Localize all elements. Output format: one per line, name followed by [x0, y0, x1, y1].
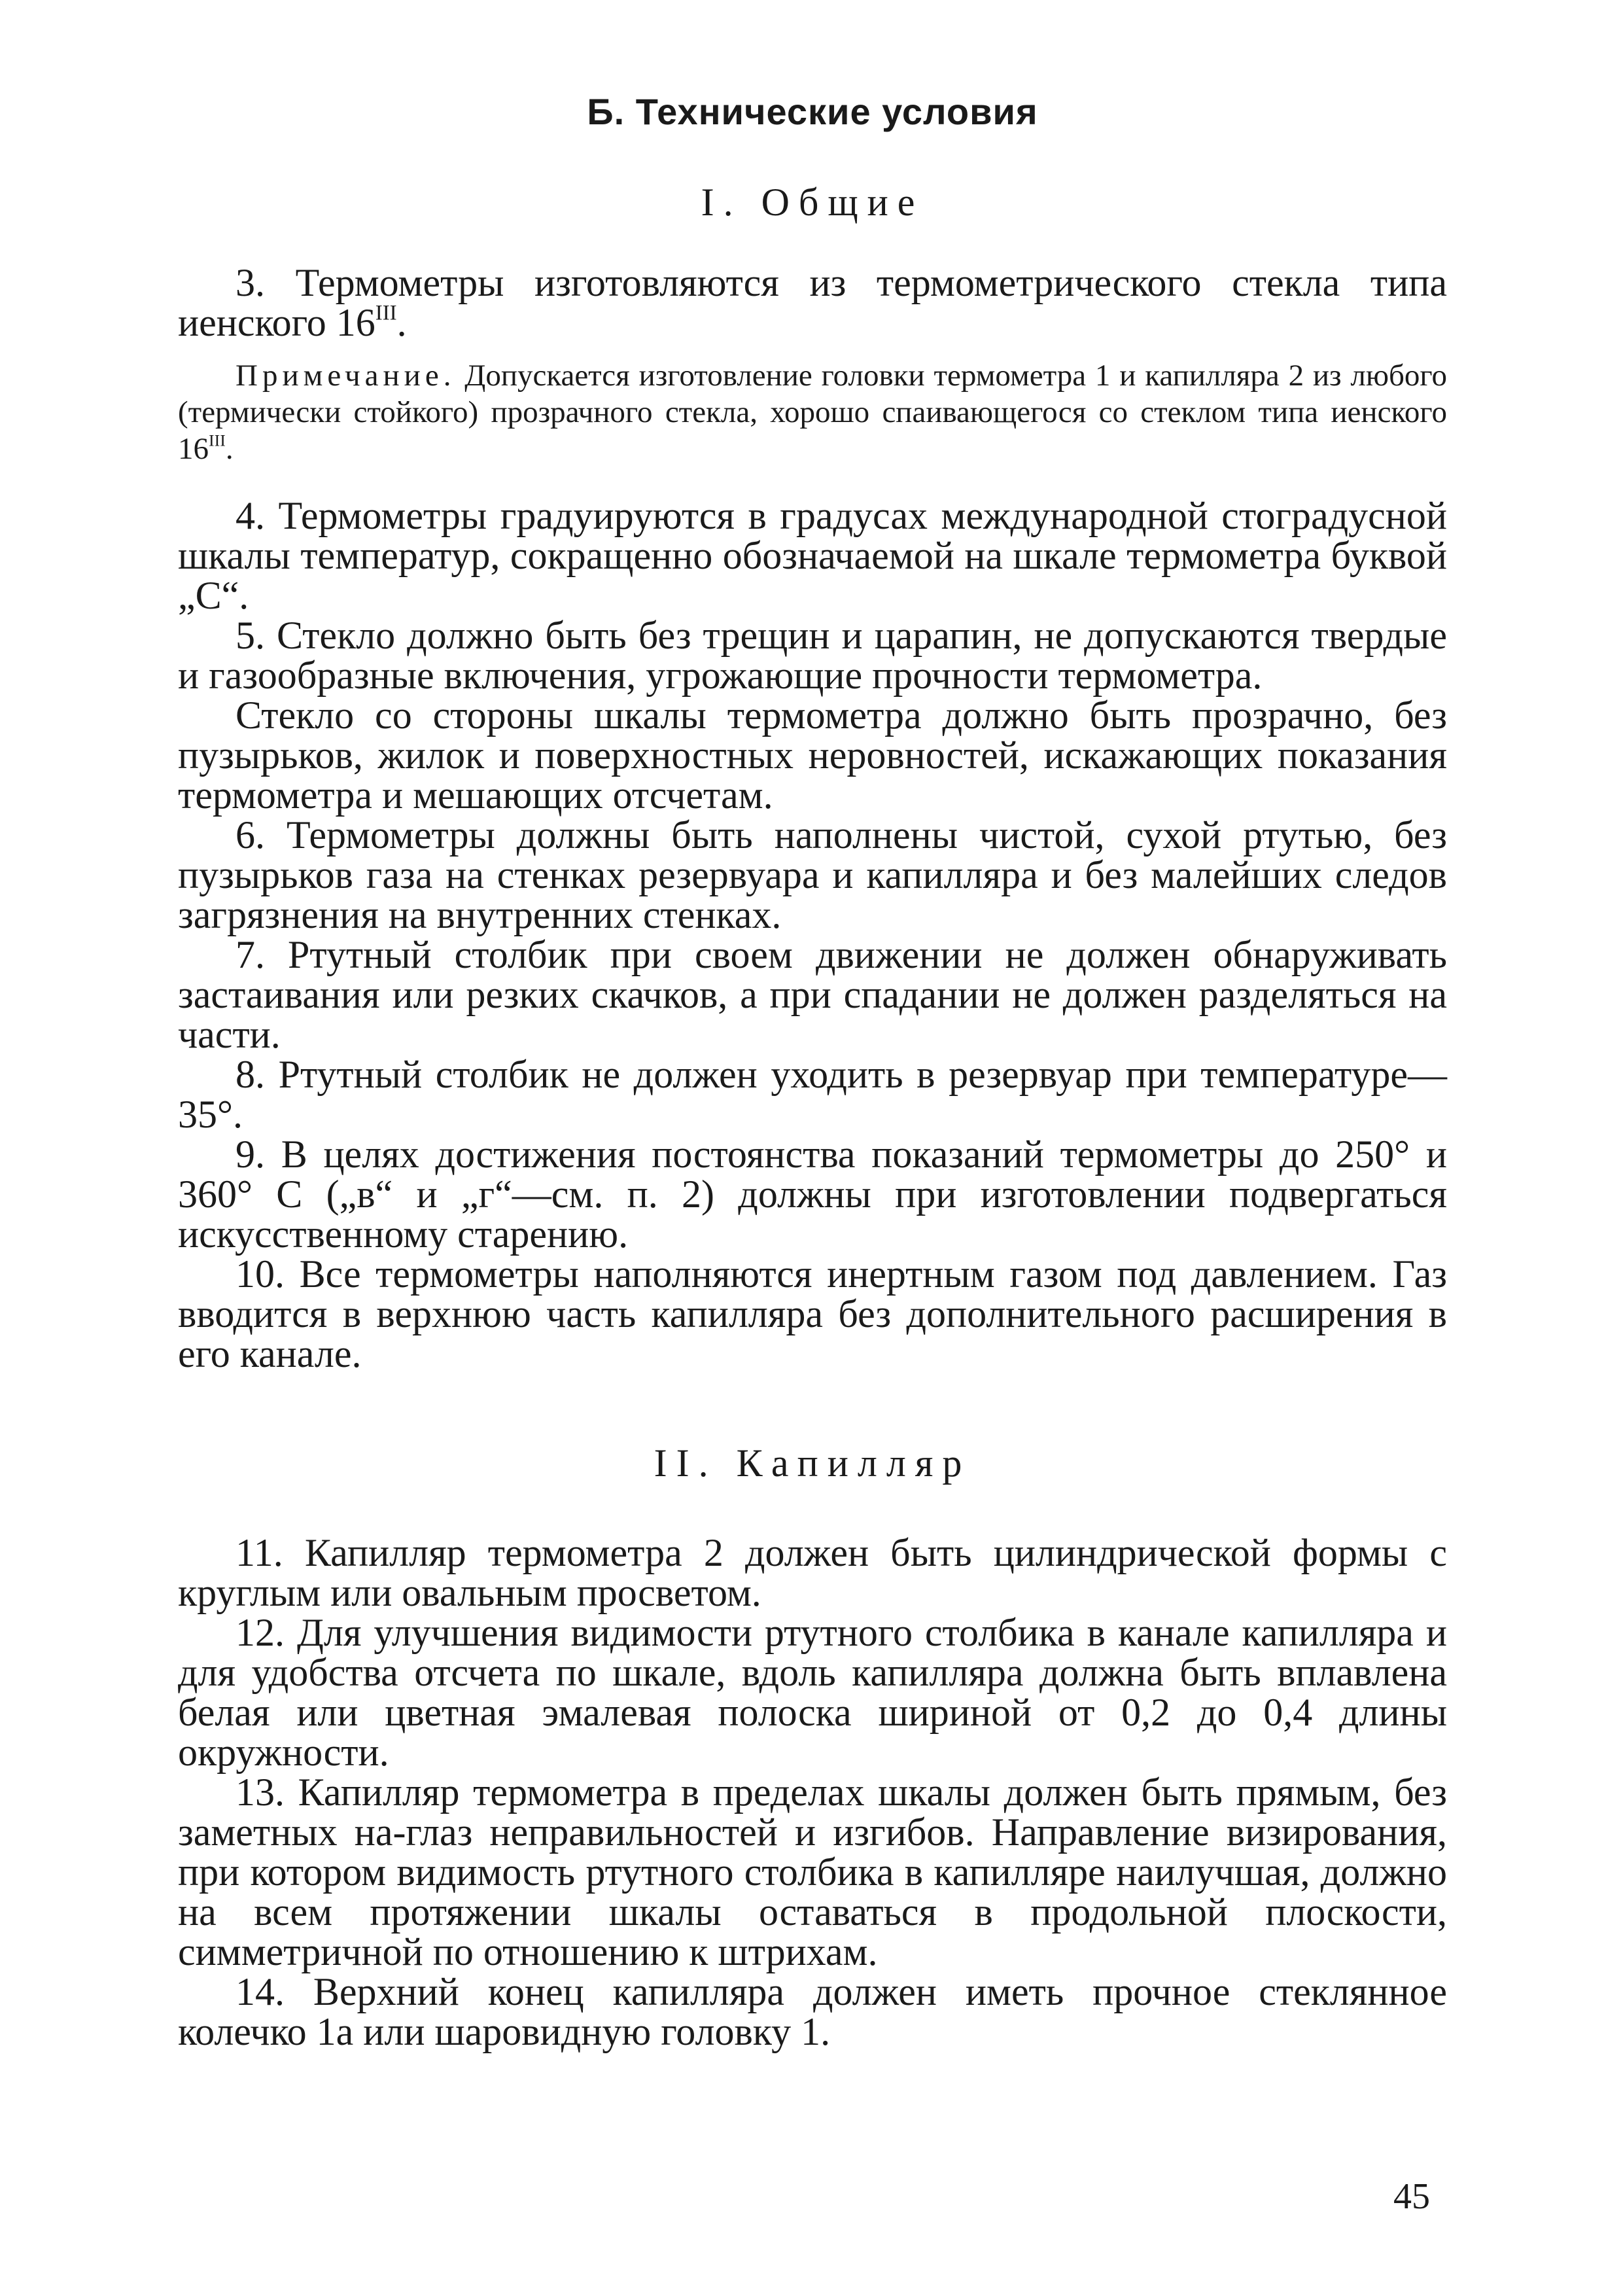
note-lead: Примечание. — [236, 359, 456, 393]
paragraph-8: 8. Ртутный столбик не должен уходить в резервуар при температуре—35°. — [178, 1053, 1447, 1136]
note-paragraph — [178, 357, 1447, 467]
paragraph-13: 13. Капилляр термометра в пределах шкалы должен быть прямым, без заметных на-глаз неправильностей и изгибов. Направление визирования, при котором видимость ртутного столбика в капилляре наилучшая, должно на всем протяжении шкалы оставаться в продольной плоскости, симметричной по отношению к штрихам. — [178, 1771, 1447, 1973]
paragraph-4: 4. Термометры градуируются в градусах международной стоградусной шкалы температур, сокращенно обозначаемой на шкале термометра буквой „С“. — [178, 494, 1447, 617]
section-heading-general: I. Общие — [701, 181, 924, 224]
paragraph-6: 6. Термометры должны быть наполнены чистой, сухой ртутью, без пузырьков газа на стенках резервуара и капилляра и без малейших следов загрязнения на внутренних стенках. — [178, 813, 1447, 936]
note-text: Допускается изготовление головки термометра 1 и капилляра 2 из любого (термически стойкого) прозрачного стекла, хорошо спаивающегося со стеклом типа иенского 16 — [178, 359, 1447, 466]
paragraph-14: 14. Верхний конец капилляра должен иметь прочное стеклянное колечко 1а или шаровидную головку 1. — [178, 1970, 1447, 2053]
page-number: 45 — [1393, 2176, 1430, 2217]
paragraph-12: 12. Для улучшения видимости ртутного столбика в канале капилляра и для удобства отсчета по шкале, вдоль капилляра должна быть вплавлена белая или цветная эмалевая полоска шириной от 0,2 до 0,4 длины окружности. — [178, 1611, 1447, 1774]
paragraph-5-continued: Стекло со стороны шкалы термометра должно быть прозрачно, без пузырьков, жилок и поверхностных неровностей, искажающих показания термометра и мешающих отсчетам. — [178, 694, 1447, 817]
paragraph-7: 7. Ртутный столбик при своем движении не должен обнаруживать застаивания или резких скачков, а при спадании не должен разделяться на части. — [178, 933, 1447, 1056]
paragraph-3-superscript: III — [375, 301, 397, 325]
paragraph-3-end: . — [396, 301, 407, 344]
note-end: . — [225, 432, 234, 466]
section-heading-capillary: II. Капилляр — [654, 1441, 971, 1485]
page-title: Б. Технические условия — [587, 91, 1038, 132]
paragraph-10: 10. Все термометры наполняются инертным газом под давлением. Газ вводится в верхнюю часть капилляра без дополнительного расширения в его канале. — [178, 1252, 1447, 1375]
note-superscript: III — [209, 431, 226, 450]
paragraph-11: 11. Капилляр термометра 2 должен быть цилиндрической формы с круглым или овальным просветом. — [178, 1531, 1447, 1614]
paragraph-3-text: 3. Термометры изготовляются из термометрического стекла типа иенского 16 — [178, 261, 1447, 344]
paragraph-5: 5. Стекло должно быть без трещин и царапин, не допускаются твердые и газообразные включения, угрожающие прочности термометра. — [178, 614, 1447, 697]
document-page — [178, 92, 1447, 2052]
paragraph-3 — [178, 263, 1447, 343]
paragraph-9: 9. В целях достижения постоянства показаний термометры до 250° и 360° С („в“ и „г“—см. п. 2) должны при изготовлении подвергаться искусственному старению. — [178, 1133, 1447, 1256]
